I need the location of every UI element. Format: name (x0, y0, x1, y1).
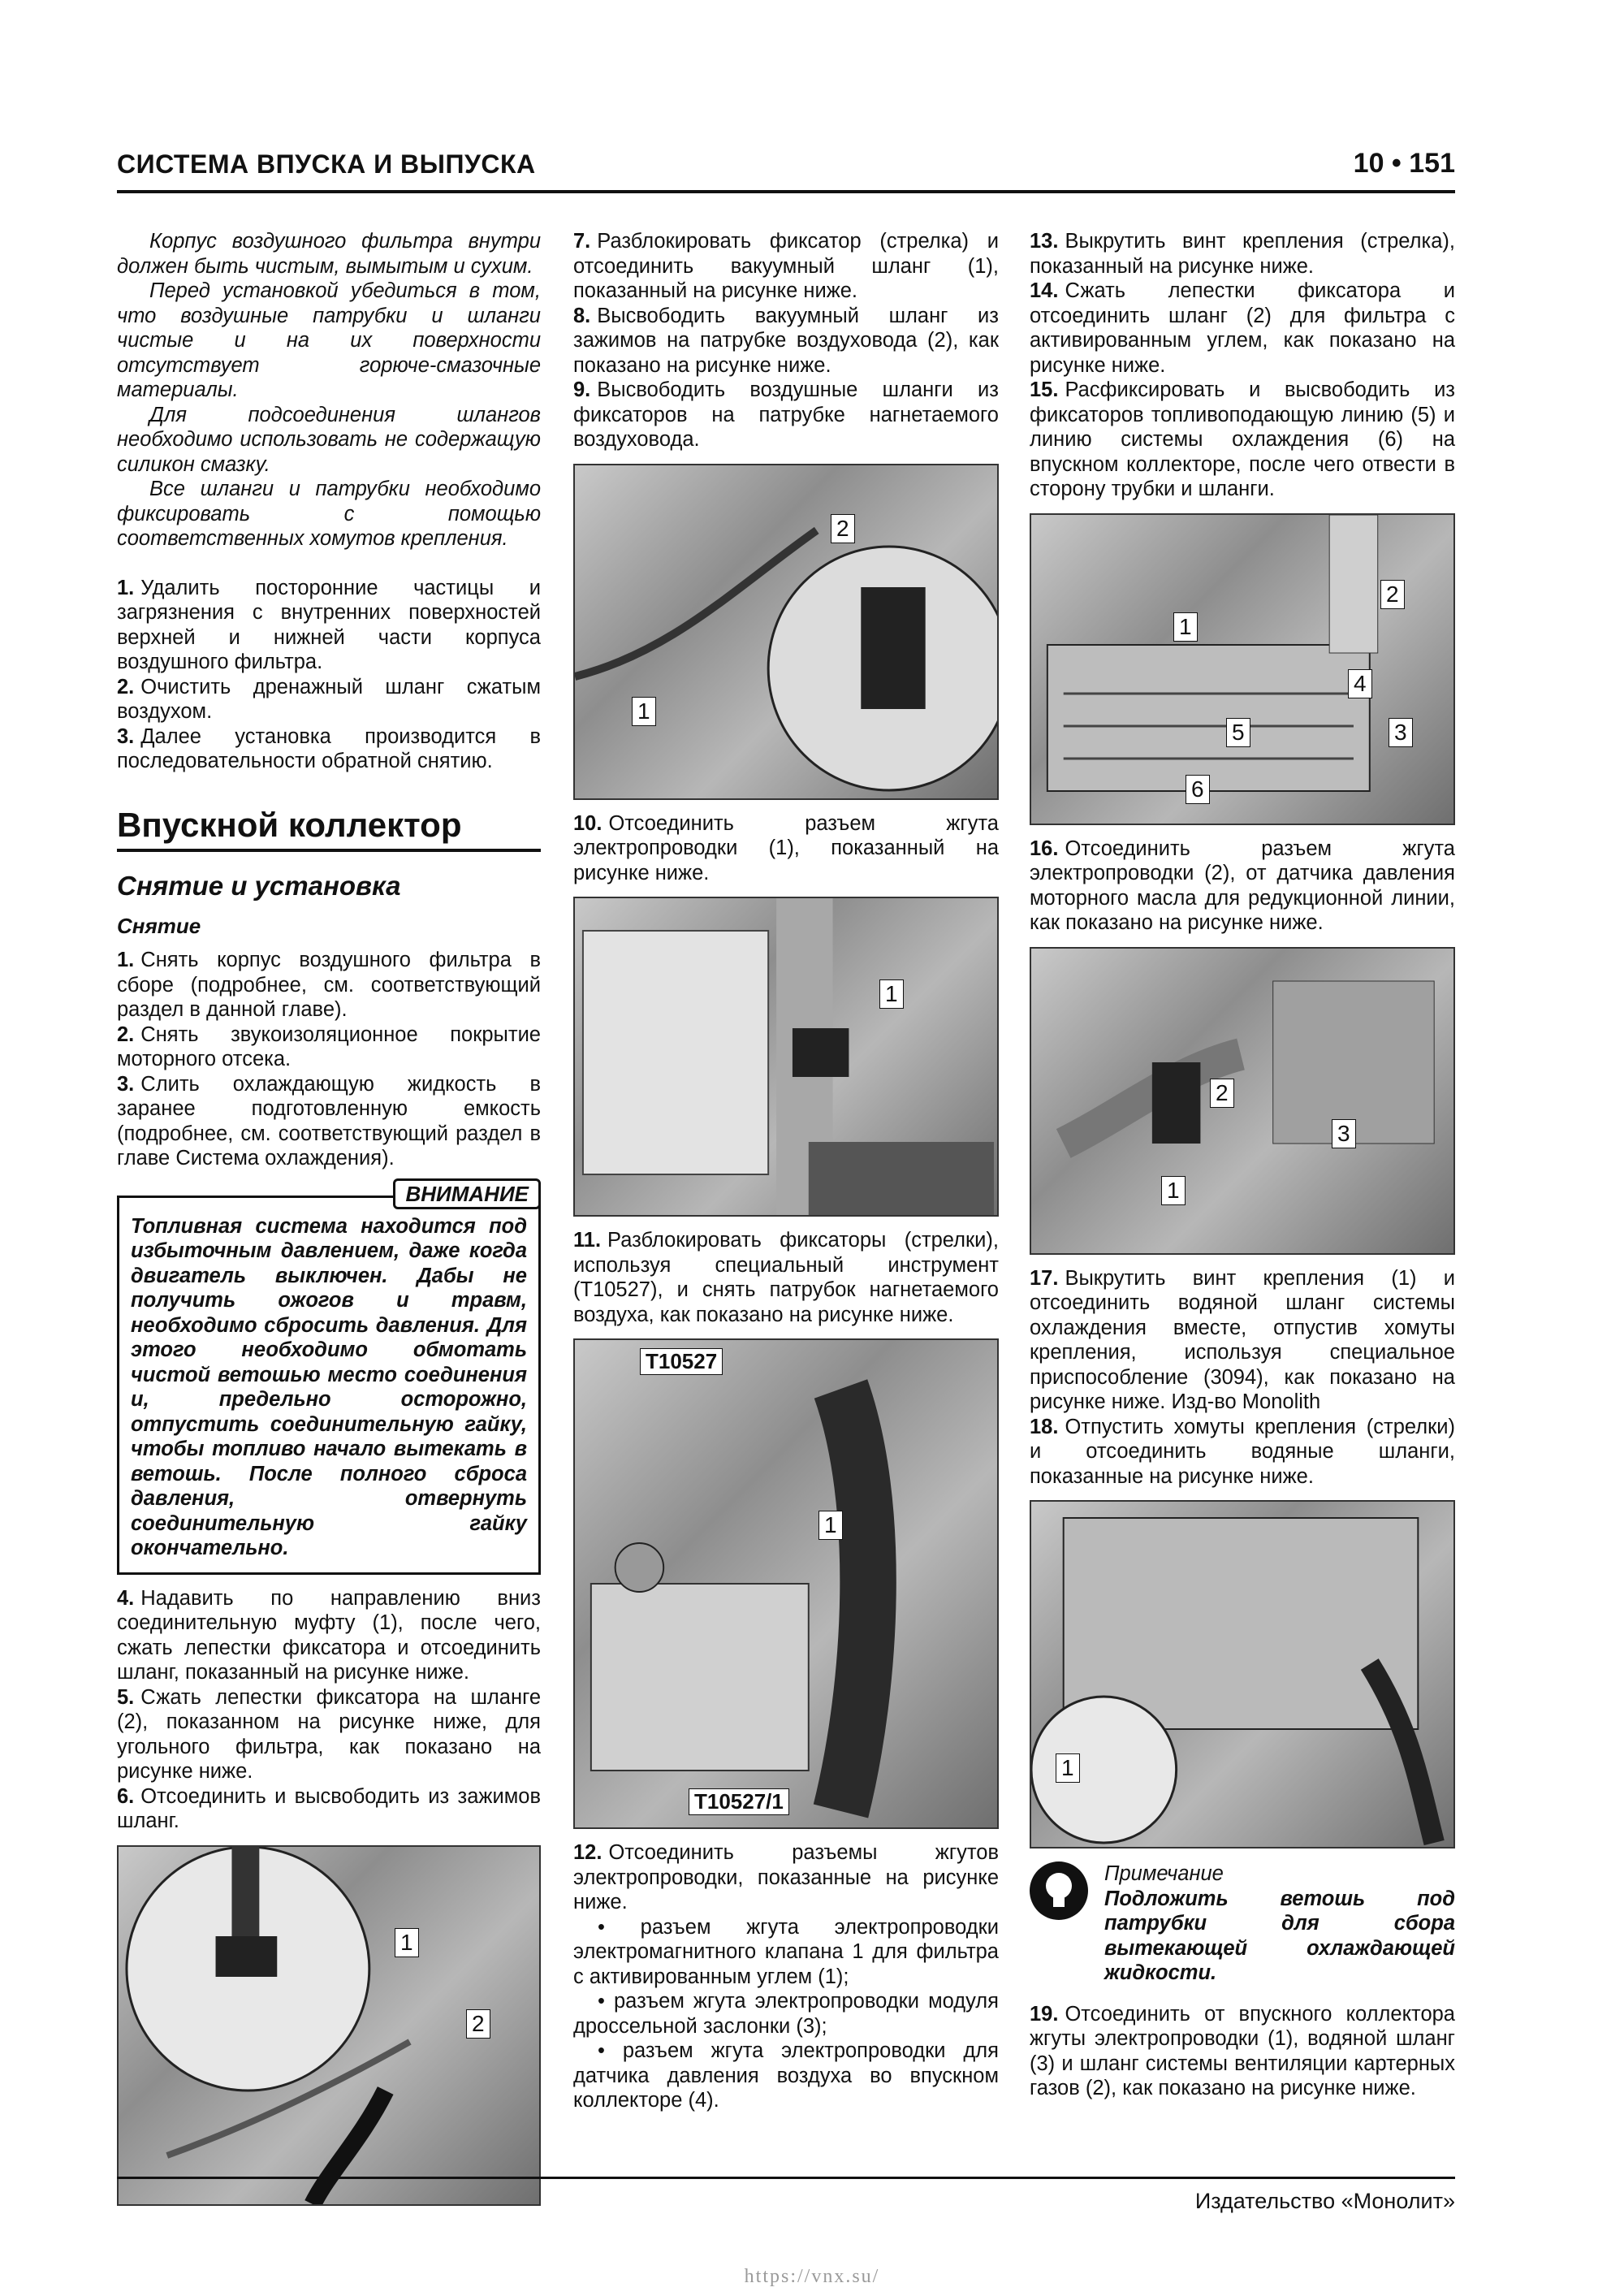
figure-intake-manifold (1030, 513, 1455, 825)
figure-vacuum-hose (573, 464, 999, 800)
step-item: 5. Сжать лепестки фиксатора на шланге (2), показанном на рисунке ниже, для угольного фильтра, как показано на рисунке ниже. (117, 1685, 541, 1783)
step-item: 1. Удалить посторонние частицы и загрязнения с внутренних поверхностей верхней и нижней части корпуса воздушного фильтра. (117, 576, 541, 673)
figure-callout: 3 (1332, 1119, 1356, 1148)
subsection-heading: Снятие и установка (117, 870, 401, 901)
figure-fuel-line (117, 1845, 541, 2206)
step-item: 9. Высвободить воздушные шланги из фиксаторов на патрубке нагнетаемого воздуховода. (573, 378, 999, 451)
procedure-heading: Снятие (117, 913, 201, 938)
step-item: 16. Отсоединить разъем жгута электропроводки (2), от датчика давления моторного масла для редукционной линии, как показано на рисунке ниже. (1030, 837, 1455, 934)
intro-paragraph: Все шланги и патрубки необходимо фиксировать с помощью соответственных хомутов крепления. (117, 478, 541, 550)
figure-callout: 4 (1348, 669, 1372, 698)
figure-intake-pipe (573, 1338, 999, 1829)
note-label: Примечание (1104, 1862, 1224, 1885)
column-3 (1030, 229, 1455, 2101)
step-item: 12. Отсоединить разъемы жгутов электропроводки, показанные на рисунке ниже. (573, 1841, 999, 1913)
figure-callout: 1 (1056, 1753, 1080, 1783)
step-item: 14. Сжать лепестки фиксатора и отсоединить шланг (2) для фильтра с активированным углем, как показано на рисунке ниже. (1030, 279, 1455, 377)
figure-callout: 1 (879, 979, 904, 1009)
step-item: 13. Выкрутить винт крепления (стрелка), показанный на рисунке ниже. (1030, 230, 1455, 278)
section-heading: Впускной коллектор (117, 805, 541, 852)
watermark-url: https://vnx.su/ (744, 2266, 880, 2287)
engine-photo-illustration (575, 898, 997, 1215)
page-header (117, 143, 1455, 193)
note-box (1030, 1861, 1455, 1986)
tool-label: T10527 (640, 1348, 723, 1375)
step-item: 10. Отсоединить разъем жгута электропроводки (1), показанный на рисунке ниже. (573, 811, 999, 884)
figure-callout: 5 (1226, 718, 1250, 747)
column-2 (573, 229, 999, 2113)
engine-photo-illustration (1031, 1502, 1453, 1847)
figure-callout: 2 (1380, 580, 1405, 609)
intro-paragraph: Для подсоединения шлангов необходимо использовать не содержащую силикон смазку. (117, 403, 541, 476)
figure-callout: 2 (1210, 1079, 1234, 1108)
figure-water-hoses (1030, 1500, 1455, 1848)
publisher-name: Издательство «Монолит» (1194, 2189, 1455, 2213)
step-item: 6. Отсоединить и высвободить из зажимов шланг. (117, 1784, 541, 1832)
step-item: 17. Выкрутить винт крепления (1) и отсоединить водяной шланг системы охлаждения вместе, отпустив хомуты крепления, используя специальное приспособление (3094), как показано на рисунке ниже. Изд-во Monolith (1030, 1266, 1455, 1413)
tool-label: T10527/1 (689, 1788, 789, 1815)
figure-callout: 1 (1173, 612, 1198, 642)
page-number: 10 • 151 (1353, 148, 1455, 179)
warning-text: Топливная система находится под избыточным давлением, даже когда двигатель выключен. Дабы не получить ожогов и травм, необходимо сбросить давления. Для этого необходимо обмотать чистой ветошью место соединения и, предельно осторожно, отпустить соединительную гайку, чтобы топливо начало вытекать в ветошь. После полного сброса давления, отвернуть соединительную гайку окончательно. (131, 1214, 527, 1559)
step-item: 4. Надавить по направлению вниз соединительную муфту (1), после чего, сжать лепестки фиксатора и отсоединить шланг, показанный на рисунке ниже. (117, 1586, 541, 1684)
bullet-item: • разъем жгута электропроводки электромагнитного клапана 1 для фильтра с активированным углем (1); (573, 1915, 999, 1988)
engine-photo-illustration (575, 465, 997, 798)
engine-photo-illustration (1031, 515, 1453, 824)
step-item: 3. Слить охлаждающую жидкость в заранее подготовленную емкость (подробнее, см. соответствующий раздел в главе Система охлаждения). (117, 1072, 541, 1170)
intro-paragraph: Перед установкой убедиться в том, что воздушные патрубки и шланги чистые и на их поверхности отсутствует горюче-смазочные материалы. (117, 279, 541, 401)
figure-callout: 3 (1389, 718, 1413, 747)
step-item: 7. Разблокировать фиксатор (стрелка) и отсоединить вакуумный шланг (1), показанный на рисунке ниже. (573, 230, 999, 302)
engine-photo-illustration (575, 1340, 997, 1827)
section-title: СИСТЕМА ВПУСКА И ВЫПУСКА (117, 149, 536, 179)
figure-callout: 1 (632, 697, 656, 726)
lightbulb-icon (1030, 1861, 1088, 1920)
figure-connector (573, 897, 999, 1217)
figure-callout: 1 (395, 1928, 419, 1957)
figure-callout: 1 (818, 1511, 843, 1540)
figure-oil-pressure-sensor (1030, 947, 1455, 1255)
engine-photo-illustration (1031, 949, 1453, 1253)
bullet-item: • разъем жгута электропроводки модуля дроссельной заслонки (3); (573, 1990, 999, 2038)
step-item: 11. Разблокировать фиксаторы (стрелки), используя специальный инструмент (T10527), и снять патрубок нагнетаемого воздуха, как показано на рисунке ниже. (573, 1229, 999, 1326)
step-item: 19. Отсоединить от впускного коллектора жгуты электропроводки (1), водяной шланг (3) и шланг системы вентиляции картерных газов (2), как показано на рисунке ниже. (1030, 2002, 1455, 2099)
step-item: 2. Снять звукоизоляционное покрытие моторного отсека. (117, 1023, 541, 1070)
step-item: 15. Расфиксировать и высвободить из фиксаторов топливоподающую линию (5) и линию системы охлаждения (6) на впускном коллекторе, после чего отвести в сторону трубки и шланги. (1030, 378, 1455, 500)
step-item: 3. Далее установка производится в последовательности обратной снятию. (117, 724, 541, 772)
warning-label: ВНИМАНИЕ (393, 1178, 541, 1209)
figure-callout: 1 (1161, 1176, 1186, 1205)
step-item: 2. Очистить дренажный шланг сжатым воздухом. (117, 675, 541, 723)
bullet-item: • разъем жгута электропроводки для датчика давления воздуха во впускном коллекторе (4). (573, 2039, 999, 2112)
column-1 (117, 229, 541, 2217)
step-item: 8. Высвободить вакуумный шланг из зажимов на патрубке воздуховода (2), как показано на рисунке ниже. (573, 304, 999, 377)
warning-box (117, 1181, 541, 1575)
step-item: 1. Снять корпус воздушного фильтра в сборе (подробнее, см. соответствующий раздел в данной главе). (117, 949, 541, 1021)
note-text: Подложить ветошь под патрубки для сбора вытекающей охлаждающей жидкости. (1104, 1887, 1455, 1984)
page-footer (117, 2177, 1455, 2213)
step-item: 18. Отпустить хомуты крепления (стрелки) и отсоединить водяные шланги, показанные на рисунке ниже. (1030, 1415, 1455, 1488)
figure-callout: 2 (831, 514, 855, 543)
intro-paragraph: Корпус воздушного фильтра внутри должен быть чистым, вымытым и сухим. (117, 230, 541, 278)
figure-callout: 6 (1186, 775, 1210, 804)
figure-callout: 2 (466, 2009, 490, 2039)
